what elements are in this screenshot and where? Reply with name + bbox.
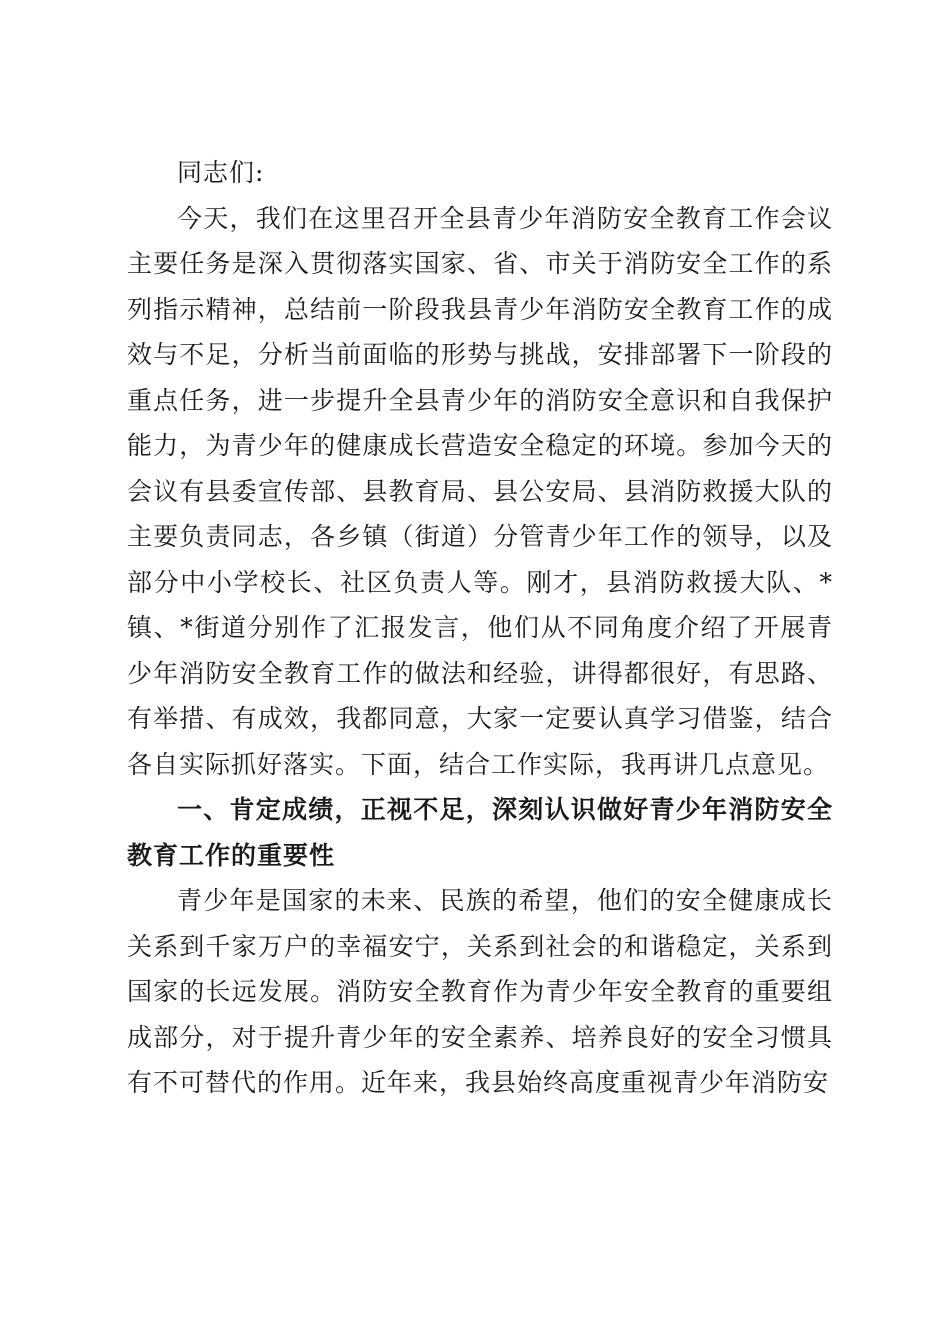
section-heading: 一、肯定成绩，正视不足，深刻认识做好青少年消防安全教育工作的重要性 — [127, 795, 833, 870]
body-paragraph: 今天，我们在这里召开全县青少年消防安全教育工作会议主要任务是深入贯彻落实国家、省、市关于消防安全工作的系列指示精神，总结前一阶段我县青少年消防安全教育工作的成效与不足，分析当前面临的形势与挑战，安排部署下一阶段的重点任务，进一步提升全县青少年的消防安全意识和自我保护能力，为青少年的健康成长营造安全稳定的环境。参加今天的会议有县委宣传部、县教育局、县公安局、县消防救援大队的主要负责同志，各乡镇（街道）分管青少年工作的领导，以及部分中小学校长、社区负责人等。刚才，县消防救援大队、*镇、*街道分别作了汇报发言，他们从不同角度介绍了开展青少年消防安全教育工作的做法和经验，讲得都很好，有思路、有举措、有成效，我都同意，大家一定要认真学习借鉴，结合各自实际抓好落实。下面，结合工作实际，我再讲几点意见。 — [127, 203, 833, 779]
body-paragraph: 青少年是国家的未来、民族的希望，他们的安全健康成长关系到千家万户的幸福安宁，关系到社会的和谐稳定，关系到国家的长远发展。消防安全教育作为青少年安全教育的重要组成部分，对于提升青少年的安全素养、培养良好的安全习惯具有不可替代的作用。近年来，我县始终高度重视青少年消防安 — [127, 886, 833, 1097]
salutation: 同志们: — [177, 158, 265, 187]
document-body — [127, 150, 833, 1106]
